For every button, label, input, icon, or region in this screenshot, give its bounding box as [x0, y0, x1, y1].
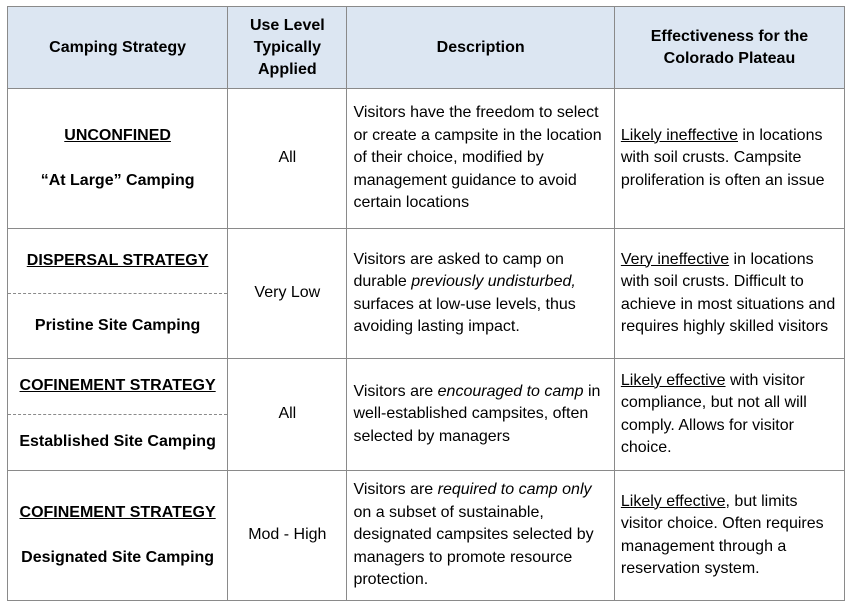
- use-level-cell: Mod - High: [228, 471, 347, 601]
- effectiveness-detail: with visitor compliance, but not all will comply. Allows for visitor choice.: [620, 371, 807, 456]
- table-row: [8, 229, 845, 359]
- strategy-cell: [8, 229, 228, 359]
- effectiveness-detail: in locations with soil crusts. Difficult to achieve in most situations and requires highly skilled visitors: [620, 250, 836, 335]
- effectiveness-detail: but limits visitor choice. Often requires management through a reservation system.: [620, 492, 824, 577]
- description-cell: Visitors are asked to camp on durable previously undisturbed, surfaces at low-use levels, thus avoiding lasting impact.: [347, 229, 614, 359]
- effectiveness-cell: [614, 359, 844, 471]
- use-level-cell: All: [228, 89, 347, 229]
- strategy-cell: [8, 359, 228, 471]
- strategy-name: UNCONFINED: [64, 127, 171, 144]
- header-use-level: Use Level Typically Applied: [228, 7, 347, 89]
- description-cell: Visitors are required to camp only on a subset of sustainable, designated campsites selected by managers to promote resource protection.: [347, 471, 614, 601]
- strategy-subtype: Established Site Camping: [19, 433, 216, 450]
- header-description: Description: [347, 7, 614, 89]
- table-row: [8, 471, 845, 601]
- strategy-subtype: “At Large” Camping: [40, 171, 195, 189]
- effectiveness-rating: Very ineffective: [620, 250, 730, 268]
- description-cell: Visitors have the freedom to select or create a campsite in the location of their choice, modified by management guidance to avoid certain locations: [347, 89, 614, 229]
- table-row: [8, 359, 845, 471]
- effectiveness-cell: [614, 89, 844, 229]
- effectiveness-rating: Likely ineffective: [620, 126, 738, 144]
- effectiveness-detail: in locations with soil crusts. Campsite proliferation is often an issue: [620, 126, 825, 189]
- strategy-subtype: Pristine Site Camping: [34, 316, 201, 334]
- use-level-cell: Very Low: [228, 229, 347, 359]
- strategy-name: DISPERSAL STRATEGY: [8, 229, 227, 294]
- use-level-cell: All: [228, 359, 347, 471]
- strategy-cell: [8, 89, 228, 229]
- strategy-name: COFINEMENT STRATEGY: [8, 359, 227, 415]
- strategy-name: COFINEMENT STRATEGY: [19, 504, 216, 521]
- description-cell: Visitors are encouraged to camp in well-established campsites, often selected by managers: [347, 359, 614, 471]
- header-camping-strategy: Camping Strategy: [8, 7, 228, 89]
- header-effectiveness: Effectiveness for the Colorado Plateau: [614, 7, 844, 89]
- effectiveness-cell: [614, 229, 844, 359]
- table-row: [8, 89, 845, 229]
- strategy-subtype: Designated Site Camping: [21, 548, 215, 566]
- effectiveness-rating: Likely effective: [620, 371, 726, 389]
- camping-strategy-table: [7, 6, 845, 601]
- effectiveness-cell: [614, 471, 844, 601]
- strategy-cell: [8, 471, 228, 601]
- header-row: [8, 7, 845, 89]
- effectiveness-rating: Likely effective,: [620, 492, 730, 510]
